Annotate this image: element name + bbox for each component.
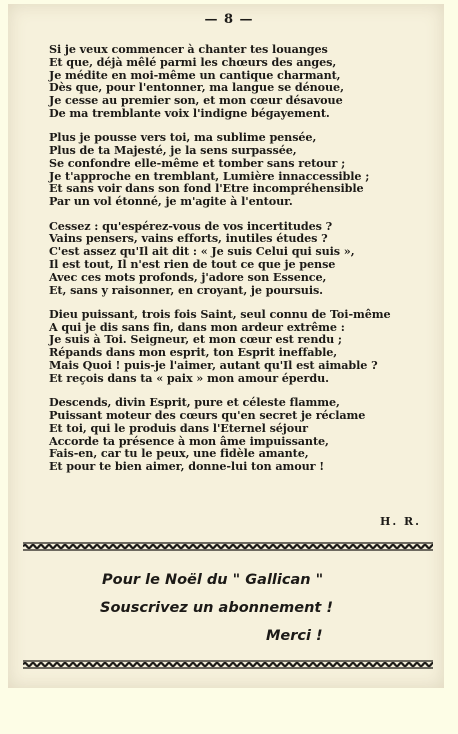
- poem-stanza-5: [49, 396, 429, 473]
- poem-line: Cessez : qu'espérez-vous de vos incertitudes ?: [49, 218, 333, 233]
- poem-line: Je cesse au premier son, et mon cœur désavoue: [49, 93, 343, 108]
- poem-line: Si je veux commencer à chanter tes louanges: [49, 42, 328, 56]
- ad-headline: Pour le Noël du " Gallican ": [102, 572, 324, 588]
- poem-line: Et pour te bien aimer, donne-lui ton amour !: [49, 459, 325, 474]
- signature: H. R.: [379, 515, 421, 528]
- poem-line: Se confondre elle-même et tomber sans retour ;: [49, 155, 346, 170]
- poem-line: De ma tremblante voix l'indigne bégayement.: [49, 105, 330, 120]
- poem-line: Et reçois dans ta « paix » mon amour éperdu.: [49, 370, 329, 385]
- poem-line: Mais Quoi ! puis-je l'aimer, autant qu'Il est aimable ?: [49, 358, 378, 373]
- poem-stanza-2: [49, 131, 429, 208]
- poem-line: C'est assez qu'Il ait dit : « Je suis Celui qui suis »,: [49, 244, 355, 259]
- poem-line: Accorde ta présence à mon âme impuissante,: [49, 433, 329, 448]
- poem: [49, 43, 429, 484]
- poem-line: Je t'approche en tremblant, Lumière innaccessible ;: [49, 168, 370, 183]
- poem-line: Plus je pousse vers toi, ma sublime pensée,: [49, 130, 317, 145]
- poem-line: Plus de ta Majesté, je la sens surpassée,: [49, 143, 297, 158]
- poem-line: Il est tout, Il n'est rien de tout ce que je pense: [49, 256, 336, 271]
- poem-line: Et toi, qui le produis dans l'Eternel séjour: [49, 420, 308, 435]
- poem-line: Fais-en, car tu le peux, une fidèle amante,: [49, 446, 309, 461]
- poem-stanza-4: [49, 308, 429, 385]
- wavy-divider: [23, 542, 433, 551]
- wavy-divider: [23, 660, 433, 669]
- poem-stanza-3: [49, 220, 429, 297]
- poem-stanza-1: [49, 43, 429, 120]
- poem-line: Je suis à Toi. Seigneur, et mon cœur est rendu ;: [49, 332, 342, 347]
- poem-line: Répands dans mon esprit, ton Esprit ineffable,: [49, 345, 338, 360]
- poem-line: Puissant moteur des cœurs qu'en secret je réclame: [49, 407, 366, 422]
- poem-line: A qui je dis sans fin, dans mon ardeur extrême :: [49, 319, 345, 334]
- page-number: — 8 —: [204, 12, 254, 27]
- poem-line: Dès que, pour l'entonner, ma langue se dénoue,: [49, 80, 344, 95]
- poem-line: Avec ces mots profonds, j'adore son Essence,: [49, 269, 327, 284]
- poem-line: Dieu puissant, trois fois Saint, seul connu de Toi-même: [49, 306, 391, 321]
- poem-line: Par un vol étonné, je m'agite à l'entour.: [49, 194, 293, 209]
- poem-line: Et que, déjà mêlé parmi les chœurs des anges,: [49, 54, 337, 69]
- poem-line: Et, sans y raisonner, en croyant, je poursuis.: [49, 282, 323, 297]
- poem-line: Descends, divin Esprit, pure et céleste flamme,: [49, 395, 340, 410]
- ad-thanks-text: Merci !: [266, 628, 323, 644]
- ad-subscribe-text: Souscrivez un abonnement !: [100, 600, 334, 616]
- poem-line: Vains pensers, vains efforts, inutiles études ?: [49, 231, 328, 246]
- poem-line: Je médite en moi-même un cantique charmant,: [49, 67, 341, 82]
- poem-line: Et sans voir dans son fond l'Etre incompréhensible: [49, 181, 364, 196]
